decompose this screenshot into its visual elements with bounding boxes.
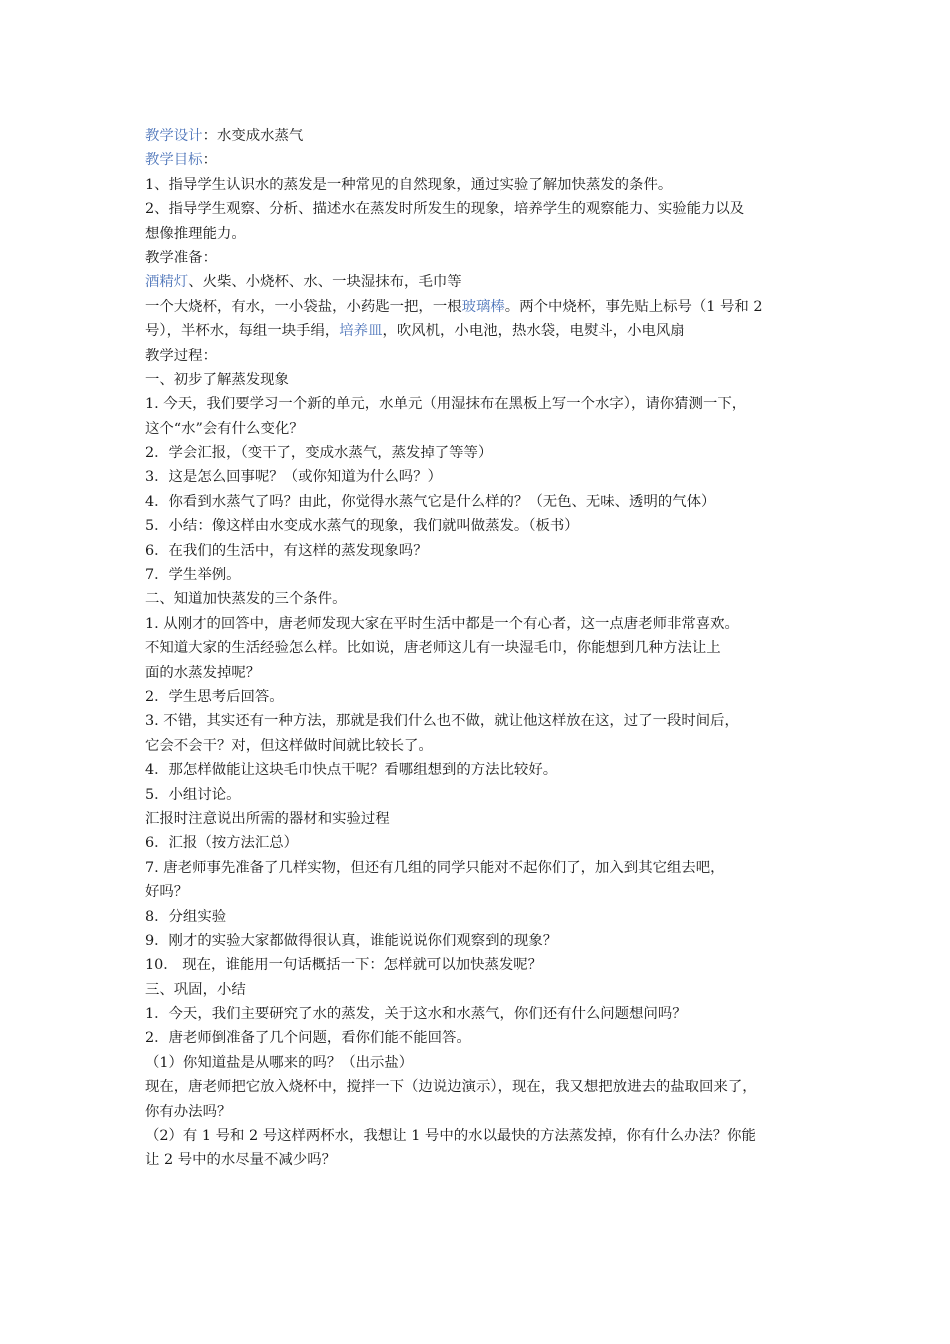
- doc-title: 教学设计：水变成水蒸气: [145, 128, 304, 144]
- document-body: [145, 124, 821, 1173]
- s1-item-3: 3．这是怎么回事呢？（或你知道为什么吗？）: [145, 469, 442, 486]
- prep-heading: 教学准备：: [145, 249, 217, 266]
- alcohol-lamp-link[interactable]: 酒精灯: [145, 274, 189, 291]
- s2-item-1-line-1: 1. 从刚才的回答中，唐老师发现大家在平时生活中都是一个有心者，这一点唐老师非常喜欢。: [145, 615, 739, 632]
- s1-item-6: 6．在我们的生活中，有这样的蒸发现象吗？: [145, 542, 428, 559]
- s2-note: 汇报时注意说出所需的器材和实验过程: [145, 810, 390, 827]
- s3-question-1: （1）你知道盐是从哪来的吗？（出示盐）: [145, 1054, 414, 1071]
- section-1-heading: 一、初步了解蒸发现象: [145, 371, 289, 388]
- s3-question-1-line-2: 你有办法吗？: [145, 1103, 232, 1120]
- goals-link[interactable]: 教学目标: [145, 152, 203, 169]
- section-3-heading: 三、巩固，小结: [145, 981, 246, 998]
- s2-item-6: 6．汇报（按方法汇总）: [145, 835, 299, 852]
- prep-line-2: 一个大烧杯，有水，一小袋盐，小药匙一把，一根玻璃棒。两个中烧杯，事先贴上标号（1 号和 2: [145, 298, 763, 315]
- s3-item-2: 2．唐老师倒准备了几个问题，看你们能不能回答。: [145, 1030, 471, 1047]
- s2-item-1-line-3: 面的水蒸发掉呢？: [145, 664, 261, 681]
- s1-item-4: 4．你看到水蒸气了吗？由此，你觉得水蒸气它是什么样的？（无色、无味、透明的气体）: [145, 493, 716, 510]
- s1-item-1-line-1: 1. 今天，我们要学习一个新的单元，水单元（用湿抹布在黑板上写一个水字），请你猜测一下，: [145, 396, 747, 413]
- s2-item-7-line-1: 7. 唐老师事先准备了几样实物，但还有几组的同学只能对不起你们了，加入到其它组去吧，: [145, 859, 725, 876]
- s2-item-5: 5．小组讨论。: [145, 786, 241, 803]
- s2-item-1-line-2: 不知道大家的生活经验怎么样。比如说，唐老师这儿有一块湿毛巾，你能想到几种方法让上: [145, 640, 721, 657]
- s2-item-10: 10． 现在，谁能用一句话概括一下：怎样就可以加快蒸发呢？: [145, 957, 543, 974]
- s3-question-1-line-1: 现在，唐老师把它放入烧杯中，搅拌一下（边说边演示），现在，我又想把放进去的盐取回来了，: [145, 1079, 757, 1096]
- section-2-heading: 二、知道加快蒸发的三个条件。: [145, 591, 347, 608]
- s2-item-9: 9．刚才的实验大家都做得很认真，谁能说说你们观察到的现象？: [145, 932, 558, 949]
- goal-1: 1、指导学生认识水的蒸发是一种常见的自然现象，通过实验了解加快蒸发的条件。: [145, 176, 673, 193]
- s1-item-5: 5．小结：像这样由水变成水蒸气的现象，我们就叫做蒸发。（板书）: [145, 518, 579, 535]
- s2-item-4: 4．那怎样做能让这块毛巾快点干呢？看哪组想到的方法比较好。: [145, 762, 558, 779]
- s2-item-3-line-2: 它会不会干？对，但这样做时间就比较长了。: [145, 737, 433, 754]
- s1-item-7: 7．学生举例。: [145, 567, 241, 584]
- s1-item-2: 2．学会汇报，（变干了，变成水蒸气，蒸发掉了等等）: [145, 445, 493, 462]
- s3-question-2-line-1: （2）有 1 号和 2 号这样两杯水，我想让 1 号中的水以最快的方法蒸发掉，你有什么办法？你能: [145, 1128, 756, 1145]
- s2-item-2: 2．学生思考后回答。: [145, 688, 284, 705]
- goals-heading: 教学目标：: [145, 152, 217, 169]
- goal-2-line-2: 想像推理能力。: [145, 225, 246, 242]
- glass-rod-link[interactable]: 玻璃棒: [461, 298, 505, 315]
- s3-question-2-line-2: 让 2 号中的水尽量不减少吗？: [145, 1152, 336, 1169]
- process-heading: 教学过程：: [145, 347, 217, 364]
- goal-2-line-1: 2、指导学生观察、分析、描述水在蒸发时所发生的现象，培养学生的观察能力、实验能力以及: [145, 201, 745, 218]
- prep-line-3: 号），半杯水，每组一块手绢，培养皿，吹风机，小电池，热水袋，电熨斗，小电风扇: [145, 323, 685, 340]
- title-link[interactable]: 教学设计: [145, 128, 203, 144]
- s2-item-7-line-2: 好吗？: [145, 884, 189, 901]
- s1-item-1-line-2: 这个“水”会有什么变化？: [145, 420, 304, 437]
- s3-item-1: 1．今天，我们主要研究了水的蒸发，关于这水和水蒸气，你们还有什么问题想问吗？: [145, 1006, 687, 1023]
- prep-line-1: 酒精灯、火柴、小烧杯、水、一块湿抹布，毛巾等: [145, 274, 462, 291]
- petri-dish-link[interactable]: 培养皿: [339, 323, 383, 340]
- s2-item-3-line-1: 3. 不错，其实还有一种方法，那就是我们什么也不做，就让他这样放在这，过了一段时间后，: [145, 713, 739, 730]
- s2-item-8: 8．分组实验: [145, 908, 227, 925]
